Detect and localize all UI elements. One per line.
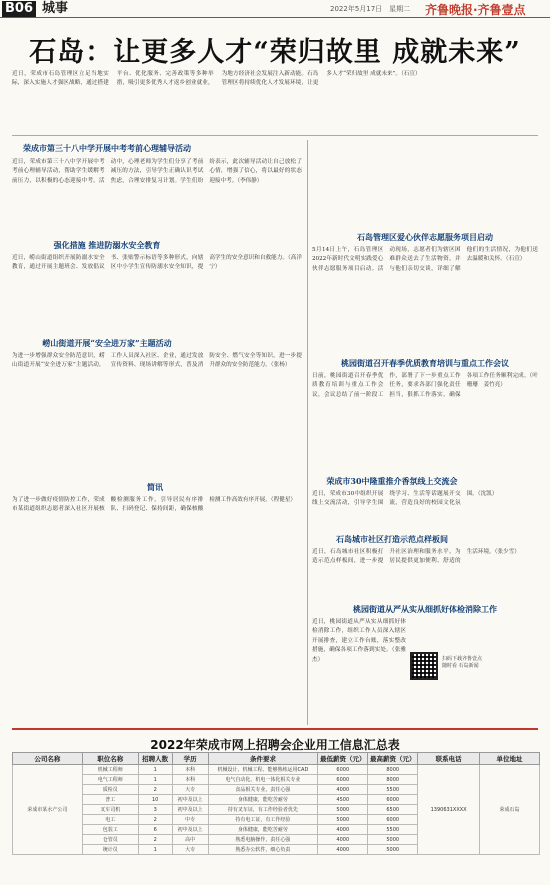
table-cell: 大专 — [172, 785, 208, 795]
article-title: 荣成市第三十八中学开展中考考前心理辅导活动 — [23, 143, 191, 153]
table-cell: 仓管员 — [82, 835, 138, 845]
table-cell: 1 — [138, 775, 172, 785]
date-line: 2022年5月17日 星期二 — [330, 5, 411, 13]
article-body: 为了进一步做好疫情防控工作，荣成市某街道组织志愿者深入社区开展核酸检测服务工作，引导居民有序排队、扫码登记、保持间距，确保核酸检测工作高效有序开展。（程健星） — [12, 497, 297, 513]
article-body: 近日，石岛城市社区积极打造示范点样板间，进一步提升社区治理和服务水平，为居民提供更加便利、舒适的生活环境。（张少雪） — [312, 549, 520, 565]
table-cell: 中专 — [172, 815, 208, 825]
table-divider — [12, 728, 538, 730]
table-cell: 5000 — [368, 835, 418, 845]
table-cell: 普工 — [82, 795, 138, 805]
table-cell: 2 — [138, 815, 172, 825]
table-cell: 机械工程师 — [82, 765, 138, 775]
column-divider — [307, 140, 308, 725]
table-cell: 食品相关专业，责任心强 — [208, 785, 318, 795]
newspaper-logo: 齐鲁晚报·齐鲁壹点 — [425, 3, 526, 17]
masthead — [0, 0, 550, 18]
table-cell: 电气工程师 — [82, 775, 138, 785]
table-cell: 熟悉办公软件，细心负责 — [208, 845, 318, 855]
col-header: 最低薪资（元） — [318, 753, 368, 765]
table-cell: 2 — [138, 785, 172, 795]
table-cell: 大专 — [172, 845, 208, 855]
table-cell: 6000 — [368, 815, 418, 825]
table-cell: 本科 — [172, 765, 208, 775]
col-header: 职位名称 — [82, 753, 138, 765]
qr-code-icon[interactable] — [410, 652, 438, 680]
table-cell: 4000 — [318, 785, 368, 795]
table-cell: 初中及以上 — [172, 805, 208, 815]
col-header: 条件要求 — [208, 753, 318, 765]
article-title: 桃园街道从严从实从细抓好体检消除工作 — [353, 604, 497, 614]
address-cell: 荣成石岛 — [480, 765, 540, 855]
article-title: 强化措施 推进防溺水安全教育 — [53, 240, 161, 250]
section-title: 城事 — [42, 1, 69, 16]
table-cell: 持有电工证，有工作经验 — [208, 815, 318, 825]
company-cell: 荣成市某水产公司 — [13, 765, 83, 855]
table-cell: 6 — [138, 825, 172, 835]
article-body: 近日，桃园街道从严从实从细抓好体检消除工作，组织工作人员深入辖区开展排查，建立工作台账，落实整改措施，确保各项工作落到实处。（张雅杰） — [312, 619, 406, 663]
table-header-row — [13, 753, 540, 765]
table-cell: 6000 — [318, 765, 368, 775]
table-cell: 本科 — [172, 775, 208, 785]
table-cell: 初中及以上 — [172, 795, 208, 805]
table-cell: 6000 — [368, 795, 418, 805]
article-title: 荣成市30中隆重推介香氛线上交流会 — [326, 476, 458, 486]
col-header: 联系电话 — [418, 753, 480, 765]
table-cell: 质检员 — [82, 785, 138, 795]
table-cell: 2 — [138, 835, 172, 845]
article-body: 近日，崂山街道组织开展防溺水安全教育，通过开展主题班会、发放倡议书、张贴警示标语等多种形式，向辖区中小学生宣传防溺水安全知识，提高学生的安全意识和自救能力。（高洋宁） — [12, 255, 302, 271]
article-body: 近日，荣成市30中组织开展线上交流活动，引导学生围绕学习、生活等话题展开交流，营造良好的校园文化氛围。（沈凯） — [312, 491, 498, 507]
table-cell: 8000 — [368, 775, 418, 785]
table-cell: 6000 — [318, 775, 368, 785]
table-cell: 身体健康，能吃苦耐劳 — [208, 825, 318, 835]
table-cell: 10 — [138, 795, 172, 805]
col-header: 学历 — [172, 753, 208, 765]
article-title: 桃园街道召开春季优质教育培训与重点工作会议 — [341, 358, 509, 368]
table-cell: 熟悉电脑操作，责任心强 — [208, 835, 318, 845]
table-cell: 4000 — [318, 825, 368, 835]
table-cell: 5500 — [368, 825, 418, 835]
article-body: 近日，荣成市第三十八中学开展中考考前心理辅导活动，帮助学生缓解考前压力，以积极的心态迎接中考。活动中，心理老师为学生们分享了考前减压的方法，引导学生正确认识考试焦虑，合理安排复习计划。学生们纷纷表示，此次辅导活动让自己放松了心情，增强了信心，将以最好的状态迎接中考。（李伟静） — [12, 159, 302, 184]
table-cell: 4000 — [318, 835, 368, 845]
recruitment-table — [12, 752, 540, 855]
table-cell: 4000 — [318, 845, 368, 855]
qr-caption: 扫码下载齐鲁壹点 随时看 石岛新闻 — [442, 656, 483, 669]
table-cell: 1 — [138, 765, 172, 775]
table-cell: 初中及以上 — [172, 825, 208, 835]
article-body: 5月14日上午，石岛管理区2022年新时代文明实践爱心伙伴志愿服务项目启动。活动现场，志愿者们为辖区困难群众送去了生活物资，并与他们亲切交谈，详细了解他们的生活情况，为他们送去温暖和关怀。（石宣） — [312, 247, 538, 272]
table-cell: 6500 — [368, 805, 418, 815]
table-cell: 5000 — [318, 805, 368, 815]
article-body: 日前，桃园街道召开春季优质教育培训与重点工作会议，会议总结了前一阶段工作，部署了下一步重点工作任务，要求各部门强化责任担当，狠抓工作落实，确保各项工作任务顺利完成。（叶珊珊 姜竹亮） — [312, 373, 538, 398]
article-title: 石岛管理区爱心伙伴志愿服务项目启动 — [357, 232, 493, 242]
article-title: 崂山街道开展“安全进万家”主题活动 — [42, 338, 172, 348]
lead-article-body: 近日，荣成市石岛管理区立足当地实际，深入实施人才强区战略，通过搭建平台、优化服务、完善政策等多种举措，吸引更多优秀人才返乡创业就业，为地方经济社会发展注入新动能。石岛管理区将持续优化人才发展环境，让更多人才“荣归故里 成就未来”。（石宣） — [12, 71, 421, 87]
table-title: 2022年荣成市网上招聘会企业用工信息汇总表 — [150, 738, 400, 752]
table-cell: 电工 — [82, 815, 138, 825]
article-title: 石岛城市社区打造示范点样板间 — [336, 534, 448, 544]
table-cell: 5000 — [368, 845, 418, 855]
table-cell: 机械设计、机械工程、能够熟练运用CAD — [208, 765, 318, 775]
table-cell: 5000 — [318, 815, 368, 825]
table-cell: 电气自动化、机电一体化相关专业 — [208, 775, 318, 785]
article-body: 为进一步增强群众安全防范意识，崂山街道开展“安全进万家”主题活动，工作人员深入社区、企业，通过发放宣传资料、现场讲解等形式，普及消防安全、燃气安全等知识，进一步提升群众的安全防范能力。（张杨） — [12, 353, 302, 369]
col-header: 招聘人数 — [138, 753, 172, 765]
col-header: 公司名称 — [13, 753, 83, 765]
divider — [12, 135, 538, 136]
table-cell: 持有叉车证，有工作经验者优先 — [208, 805, 318, 815]
table-cell: 5500 — [368, 785, 418, 795]
table-cell: 高中 — [172, 835, 208, 845]
page-headline: 石岛：让更多人才“荣归故里 成就未来” — [29, 37, 521, 68]
table-cell: 1 — [138, 845, 172, 855]
table-cell: 3 — [138, 805, 172, 815]
table-cell: 统计员 — [82, 845, 138, 855]
col-header: 最高薪资（元） — [368, 753, 418, 765]
table-cell: 叉车司机 — [82, 805, 138, 815]
table-cell: 身体健康，能吃苦耐劳 — [208, 795, 318, 805]
table-cell: 8000 — [368, 765, 418, 775]
table-row — [13, 765, 540, 775]
col-header: 单位地址 — [480, 753, 540, 765]
article-title: 简讯 — [147, 482, 163, 492]
page-number: B06 — [2, 1, 36, 17]
phone-cell: 1390631XXXX — [418, 765, 480, 855]
table-cell: 4500 — [318, 795, 368, 805]
table-cell: 包装工 — [82, 825, 138, 835]
